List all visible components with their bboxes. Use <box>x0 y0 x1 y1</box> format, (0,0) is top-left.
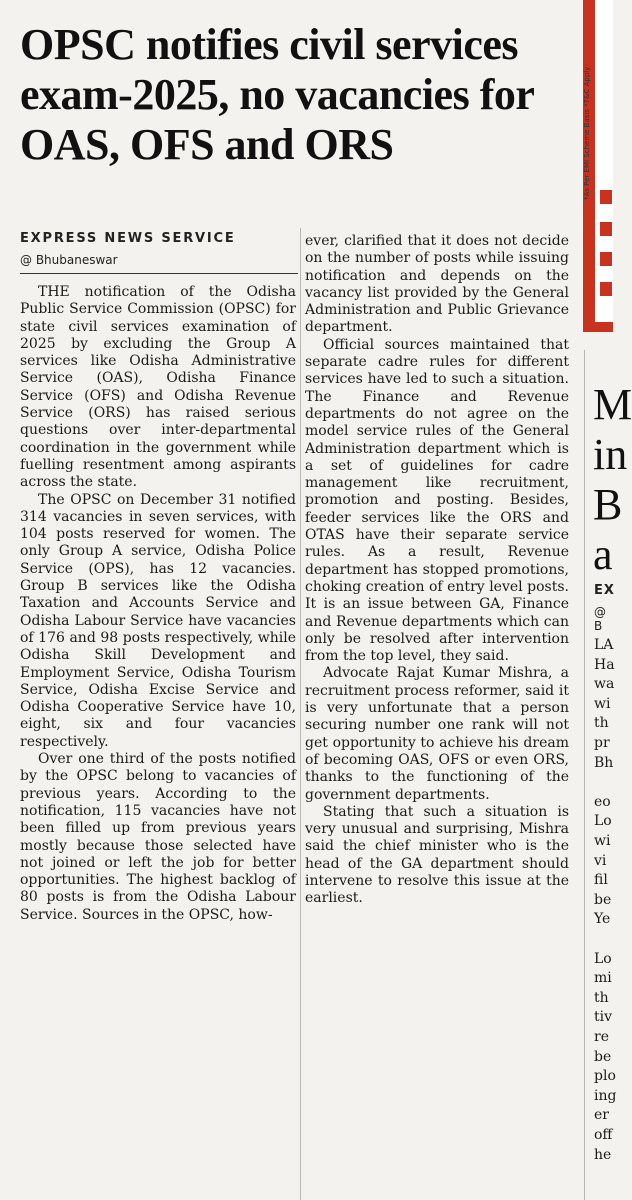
next-body-fragment: fil <box>594 872 608 889</box>
column-divider <box>584 350 585 1200</box>
article-column-2 <box>305 233 569 908</box>
next-body-fragment: be <box>594 1048 612 1065</box>
paragraph: ever, clarified that it does not decide on the number of posts while issuing notification and depends on the vacancy list provided by the General Administration and Public Grievance department. <box>305 233 569 336</box>
next-body-fragment: th <box>594 715 609 732</box>
next-body-fragment: eo <box>594 793 611 810</box>
next-headline-fragment: B <box>593 480 623 529</box>
next-byline-fragment: EX <box>594 583 615 598</box>
next-headline-fragment: M <box>593 380 632 429</box>
next-body-fragment: plo <box>594 1068 616 1085</box>
next-body-fragment: mi <box>594 970 612 987</box>
ad-graphic <box>600 252 612 266</box>
next-body-fragment: th <box>594 989 609 1006</box>
next-body-fragment: vi <box>594 852 607 869</box>
paragraph: Stating that such a situation is very unusual and surprising, Mishra said the chief minister who is the head of the GA department should intervene to resolve this issue at the earliest. <box>305 803 569 907</box>
article-headline: OPSC notifies civil services exam-2025, no vacancies for OAS, OFS and ORS <box>20 20 534 169</box>
next-body-fragment: Ha <box>594 656 615 673</box>
next-body-fragment: LA <box>594 637 614 653</box>
paragraph: The OPSC on December 31 notified 314 vacancies in seven services, with 104 posts reserved for women. The only Group A service, Odisha Police Service (OPS), has 12 vacancies. Group B services like the Odisha Taxation and Accounts Service and Odisha Labour Service have vacancies of 176 and 98 posts respectively, while Odisha Skill Development and Employment Service, Odisha Tourism Service, Odisha Excise Service and Odisha Cooperative Service have 10, eight, six and four vacancies respectively. <box>20 491 296 750</box>
paragraph: Official sources maintained that separate cadre rules for different services have led to such a situation. The Finance and Revenue departments do not agree on the model service rules of the General Administration department which is a set of guidelines for cadre management like recruitment, promotion and posting. Besides, feeder services like the ORS and OTAS have their separate service rules. As a result, Revenue department has stopped promotions, choking creation of entry level posts. It is an issue between GA, Finance and Revenue departments which can only be resolved after intervention from the top level, they said. <box>305 336 569 665</box>
next-body-fragment: wi <box>594 695 611 712</box>
advertisement-strip <box>583 0 613 332</box>
next-dateline-fragment: @ B <box>594 605 606 633</box>
next-headline-fragment: in <box>593 430 628 479</box>
article-byline: EXPRESS NEWS SERVICE <box>20 231 236 246</box>
paragraph: Advocate Rajat Kumar Mishra, a recruitment process reformer, said it is very unfortunate that a person securing number one rank will not get opportunity to achieve his dream of becoming OAS, OFS or even ORS, thanks to the functioning of the government departments. <box>305 665 569 803</box>
next-body-fragment: Bh <box>594 754 614 771</box>
article-column-1 <box>20 284 296 924</box>
next-headline-fragment: a <box>593 530 613 579</box>
next-body-fragment: Lo <box>594 813 612 830</box>
ad-graphic <box>600 282 612 296</box>
paragraph: Over one third of the posts notified by the OPSC belong to vacancies of previous years. According to the notification, 115 vacancies have not been filled up from previous years mostly because those selected have not joined or left the job for better opportunities. The highest backlog of 80 posts is from the Odisha Labour Service. Sources in the OPSC, how- <box>20 751 296 923</box>
next-body-fragment: re <box>594 1029 609 1045</box>
ad-graphic <box>600 190 612 204</box>
ad-fineprint: *As Per EMI Scheme Basis *T&C Apply <box>583 66 591 200</box>
next-body-fragment: er <box>594 1107 609 1124</box>
column-divider <box>300 228 301 1200</box>
next-body-fragment: Lo <box>594 950 612 967</box>
next-body-fragment: Ye <box>594 911 611 928</box>
paragraph: THE notification of the Odisha Public Service Commission (OPSC) for state civil services examination of 2025 by excluding the Group A services like Odisha Administrative Service (OAS), Odisha Finance Service (OFS) and Odisha Revenue Service (ORS) has raised serious questions over inter-departmental coordination in the government while fuelling resentment among aspirants across the state. <box>20 284 296 491</box>
next-body-fragment: he <box>594 1146 612 1163</box>
next-body-fragment: wa <box>594 676 615 693</box>
next-body-fragment: ing <box>594 1087 617 1104</box>
byline-rule <box>20 273 298 274</box>
next-body-fragment: be <box>594 891 612 908</box>
article-dateline: @ Bhubaneswar <box>20 253 118 267</box>
next-body-fragment: tiv <box>594 1009 613 1026</box>
ad-graphic <box>600 222 612 236</box>
next-body-fragment: wi <box>594 833 611 849</box>
next-body-fragment: off <box>594 1127 613 1143</box>
next-body-fragment: pr <box>594 735 610 751</box>
